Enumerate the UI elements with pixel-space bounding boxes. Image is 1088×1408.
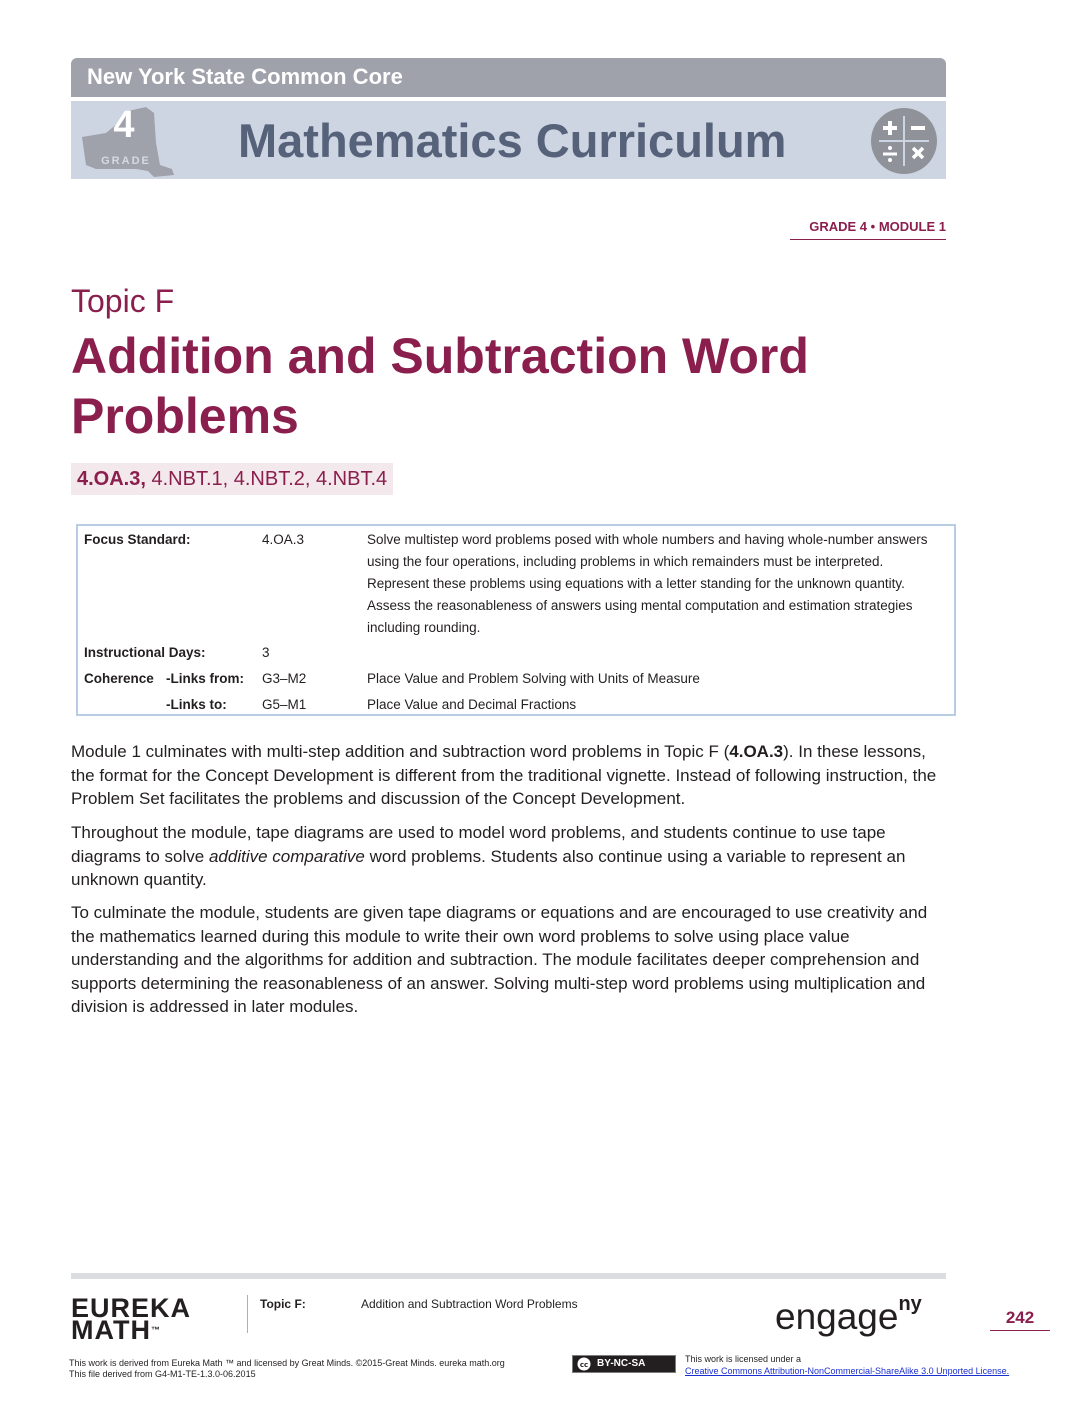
links-from-description: Place Value and Problem Solving with Units of Measure <box>367 671 700 686</box>
page-number: 242 <box>1005 1308 1035 1327</box>
focus-standard-code-cell: 4.OA.3 <box>262 532 305 547</box>
ny-text: ny <box>898 1292 922 1315</box>
license-notice: This work is licensed under a <box>685 1354 802 1364</box>
footer-topic-title: Addition and Subtraction Word Problems <box>361 1297 578 1311</box>
footer-topic-label: Topic F: <box>260 1297 306 1311</box>
paragraph-2-text-b: word problems. Students also continue using a variable to represent an unknown quantity. <box>71 846 906 889</box>
cc-badge-text: BY-NC-SA <box>597 1358 646 1369</box>
engage-text: engage <box>775 1296 899 1337</box>
curriculum-title: Mathematics Curriculum <box>238 114 787 167</box>
license-link[interactable]: Creative Commons Attribution-NonCommercial-ShareAlike 3.0 Unported License. <box>685 1366 1010 1376</box>
paragraph-3: To culminate the module, students are given tape diagrams or equations and are encouraged to use creativity and the mathematics learned during this module to write their own word problems to solve using place value understanding and the algorithms for addition and subtraction. The module facilitates deeper comprehension and supports determining the reasonableness of an answer. Solving multi-step word problems using multiplication and division is addressed in later modules. <box>71 903 928 1016</box>
links-to-description: Place Value and Decimal Fractions <box>367 697 577 712</box>
paragraph-2-text-a: Throughout the module, tape diagrams are used to model word problems, and students continue to use tape diagrams to solve <box>71 823 886 866</box>
paragraph-2-emphasis: additive comparative <box>208 846 365 866</box>
links-to-code: G5–M1 <box>262 697 307 712</box>
header-banner <box>71 58 946 97</box>
paragraph-1-standard: 4.OA.3 <box>729 742 784 761</box>
paragraph-1 <box>71 740 951 811</box>
footer-divider <box>71 1273 946 1279</box>
logo-line-1: EUREKA <box>71 1293 192 1323</box>
other-standard-codes: 4.NBT.1, 4.NBT.2, 4.NBT.4 <box>145 468 388 490</box>
focus-standard-code: 4.OA.3, <box>77 468 146 490</box>
paragraph-1-text-b: ). In these lessons, the format for the Concept Development is different from the traditional vignette. Instead of following instruction, the Problem Set facilitates the problems and discussion of the Concept Development. <box>71 742 937 808</box>
standards-tag <box>71 463 393 495</box>
svg-text:cc: cc <box>579 1361 589 1369</box>
instructional-days-label: Instructional Days: <box>84 645 206 660</box>
banner-text: New York State Common Core <box>87 64 403 89</box>
focus-standard-label: Focus Standard: <box>84 532 191 547</box>
links-to-label: -Links to: <box>166 697 227 712</box>
links-from-code: G3–M2 <box>262 671 307 686</box>
logo-line-2: MATH <box>71 1315 151 1345</box>
creative-commons-icon <box>576 1357 592 1371</box>
paragraph-2 <box>71 821 951 892</box>
instructional-days-value: 3 <box>262 645 270 660</box>
topic-title: Addition and Subtraction Word Problems <box>71 328 809 444</box>
engageny-logo <box>775 1292 922 1338</box>
coherence-label: Coherence <box>84 671 154 686</box>
math-operations-icon <box>871 108 937 174</box>
grade-label: GRADE <box>101 155 151 167</box>
derived-notice-2: This file derived from G4-M1-TE-1.3.0-06.2015 <box>69 1369 256 1379</box>
links-from-label: -Links from: <box>166 671 245 686</box>
eureka-math-logo <box>71 1293 192 1345</box>
module-divider <box>790 239 946 240</box>
focus-standard-description: Solve multistep word problems posed with whole numbers and having whole-number answers using the four operations, including problems in which remainders must be interpreted. Represent these problems using equations with a letter standing for the unknown quantity. Assess the reasonableness of answers using mental computation and estimation strategies including rounding. <box>367 532 928 635</box>
grade-number: 4 <box>113 104 135 146</box>
cc-license-badge <box>572 1355 676 1373</box>
module-label: GRADE 4 • MODULE 1 <box>809 219 946 234</box>
footer-vertical-rule <box>247 1295 248 1333</box>
derived-notice-1: This work is derived from Eureka Math ™ and licensed by Great Minds. ©2015-Great Minds. eureka math.org <box>69 1358 505 1368</box>
topic-label: Topic F <box>71 283 175 319</box>
paragraph-1-text-a: Module 1 culminates with multi-step addition and subtraction word problems in Topic F ( <box>71 742 730 761</box>
page-number-rule <box>990 1330 1050 1331</box>
logo-trademark: ™ <box>150 1325 161 1335</box>
